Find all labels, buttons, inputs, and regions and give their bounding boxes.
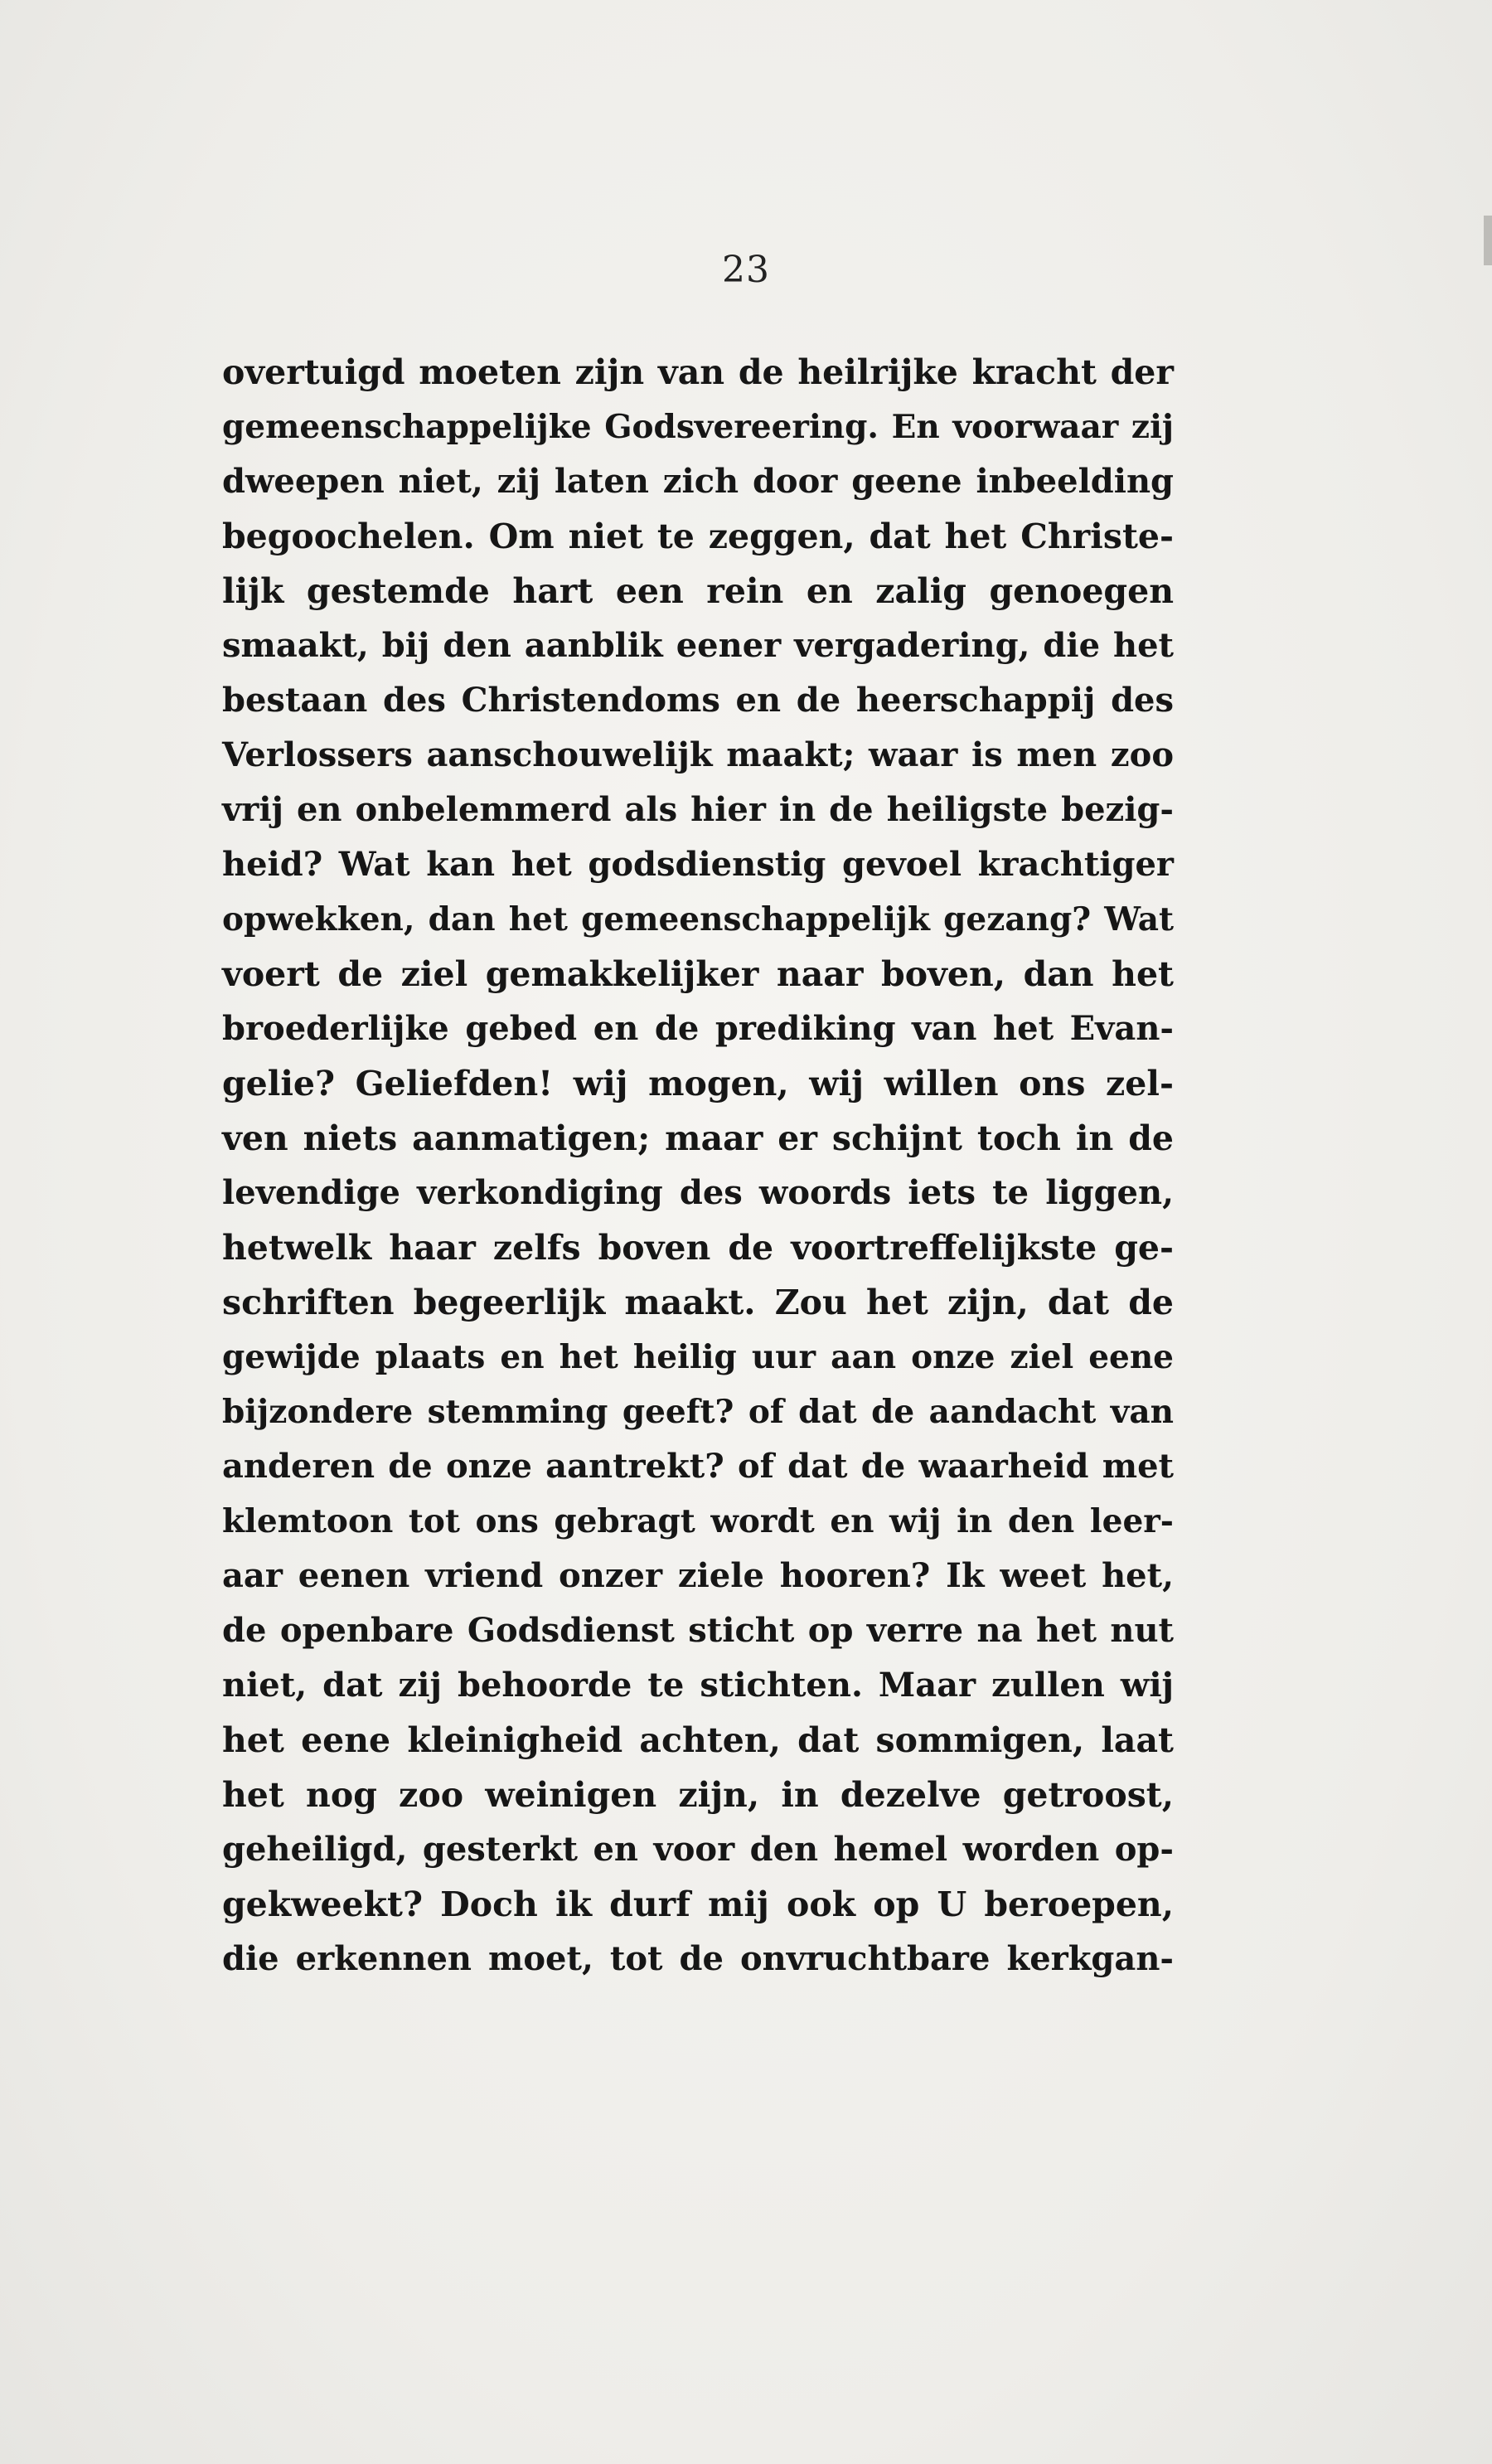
text-line: het nog zoo weinigen zijn, in dezelve getroost, bbox=[222, 1775, 1174, 1815]
text-line: gekweekt? Doch ik durf mij ook op U beroepen, bbox=[222, 1884, 1174, 1924]
body-text bbox=[222, 345, 1174, 1986]
page-number: 23 bbox=[722, 249, 770, 291]
text-line: overtuigd moeten zijn van de heilrijke kracht der bbox=[222, 352, 1174, 392]
text-line: die erkennen moet, tot de onvruchtbare kerkgan- bbox=[222, 1939, 1174, 1978]
text-line: heid? Wat kan het godsdienstig gevoel krachtiger bbox=[222, 845, 1174, 884]
text-line: bijzondere stemming geeft? of dat de aandacht van bbox=[222, 1393, 1174, 1431]
text-line: het eene kleinigheid achten, dat sommigen, laat bbox=[222, 1720, 1174, 1760]
text-line: gelie? Geliefden! wij mogen, wij willen ons zel- bbox=[222, 1064, 1174, 1103]
text-line: Verlossers aanschouwelijk maakt; waar is men zoo bbox=[222, 735, 1174, 774]
text-line: broederlijke gebed en de prediking van het Evan- bbox=[222, 1009, 1174, 1048]
page-edge-shadow bbox=[1484, 216, 1492, 265]
text-line: aar eenen vriend onzer ziele hooren? Ik weet het, bbox=[222, 1556, 1174, 1595]
text-line: gemeenschappelijke Godsvereering. En voorwaar zij bbox=[222, 408, 1174, 446]
text-line: lijk gestemde hart een rein en zalig genoegen bbox=[222, 571, 1174, 611]
text-line: geheiligd, gesterkt en voor den hemel worden op- bbox=[222, 1830, 1174, 1869]
text-line: hetwelk haar zelfs boven de voortreffelijkste ge- bbox=[222, 1228, 1174, 1268]
text-line: ven niets aanmatigen; maar er schijnt toch in de bbox=[222, 1118, 1174, 1158]
text-line: gewijde plaats en het heilig uur aan onze ziel eene bbox=[222, 1338, 1174, 1376]
text-line: smaakt, bij den aanblik eener vergadering, die het bbox=[222, 626, 1174, 665]
text-line: begoochelen. Om niet te zeggen, dat het Christe- bbox=[222, 517, 1174, 556]
text-line: schriften begeerlijk maakt. Zou het zijn, dat de bbox=[222, 1283, 1174, 1322]
text-line: klemtoon tot ons gebragt wordt en wij in den leer- bbox=[222, 1502, 1174, 1540]
text-line: vrij en onbelemmerd als hier in de heiligste bezig- bbox=[222, 790, 1174, 829]
text-line: de openbare Godsdienst sticht op verre na het nut bbox=[222, 1611, 1174, 1650]
text-line: niet, dat zij behoorde te stichten. Maar zullen wij bbox=[222, 1666, 1174, 1705]
text-line: anderen de onze aantrekt? of dat de waarheid met bbox=[222, 1447, 1174, 1486]
text-line: opwekken, dan het gemeenschappelijk gezang? Wat bbox=[222, 900, 1174, 939]
text-line: levendige verkondiging des woords iets te liggen, bbox=[222, 1173, 1174, 1212]
text-line: voert de ziel gemakkelijker naar boven, dan het bbox=[222, 954, 1174, 994]
text-line: dweepen niet, zij laten zich door geene inbeelding bbox=[222, 462, 1174, 501]
text-line: bestaan des Christendoms en de heerschappij des bbox=[222, 681, 1174, 720]
